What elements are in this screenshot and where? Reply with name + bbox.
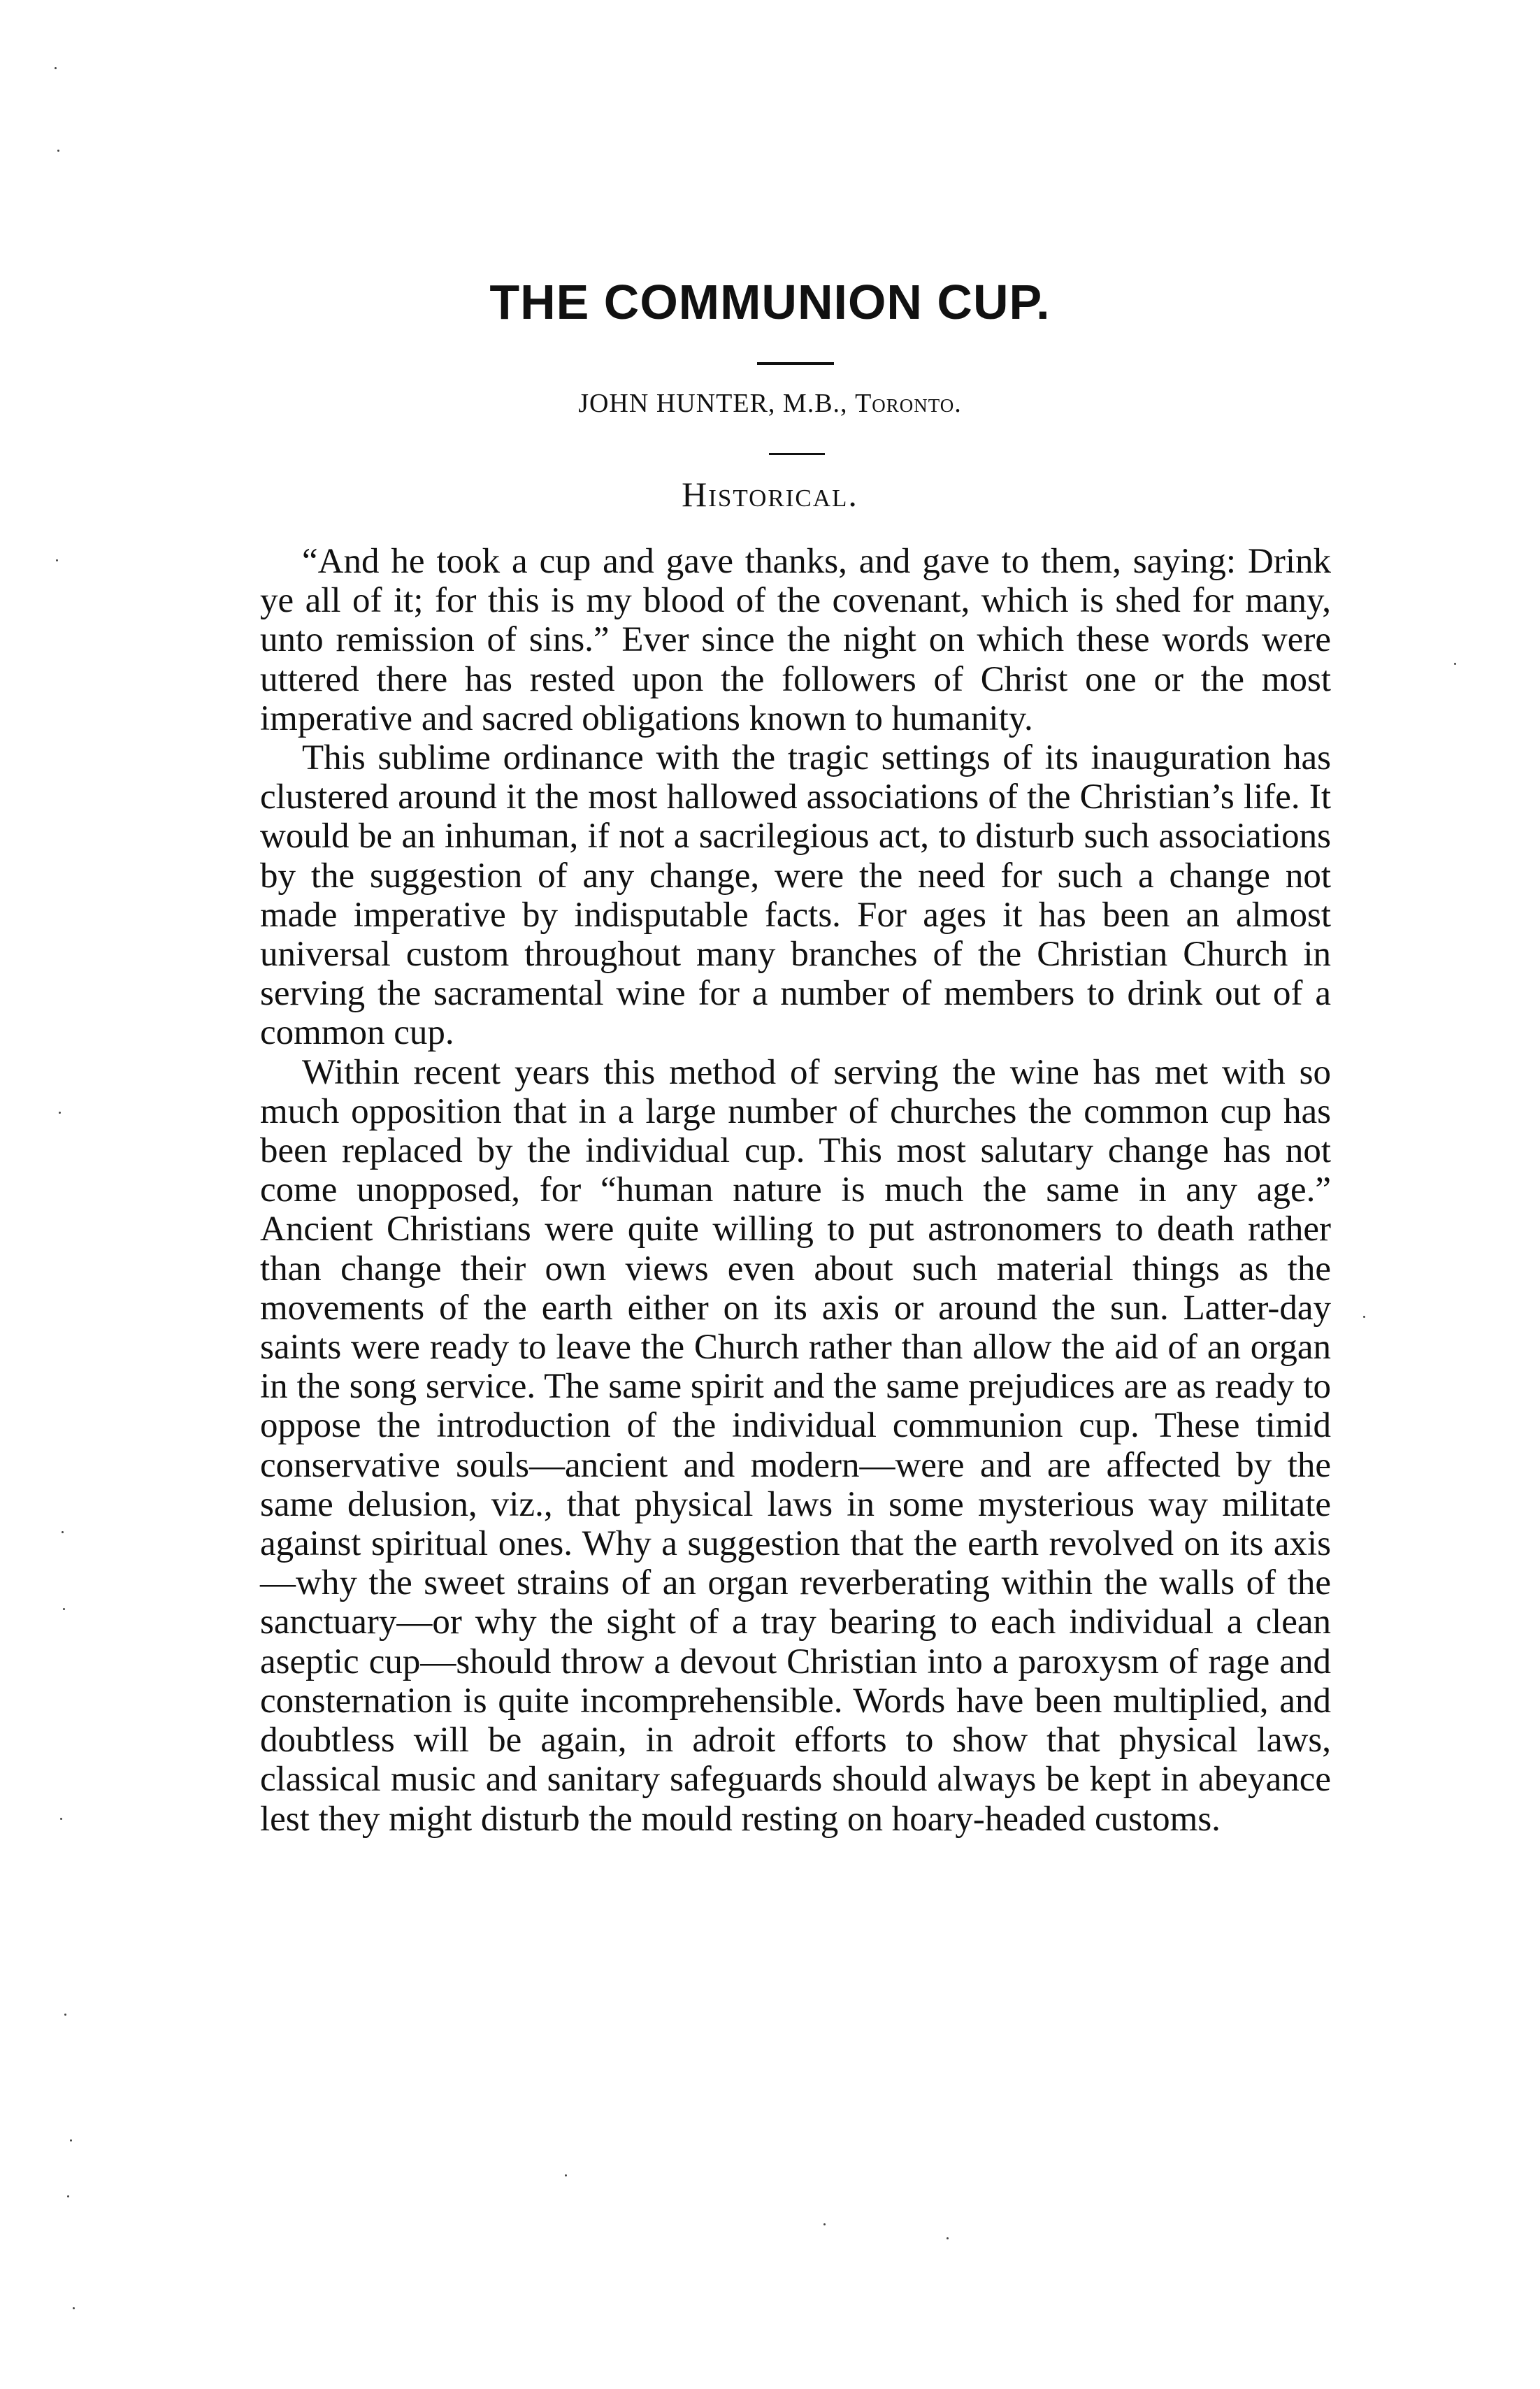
- author-line: [0, 388, 1540, 419]
- author-place: Toronto.: [855, 389, 962, 418]
- paragraph: This sublime ordinance with the tragic settings of its inauguration has clustered around it the most hallowed associations of the Christian’s life. It would be an inhuman, if not a sacrilegious act, to disturb such associations by the suggestion of any change, were the need for such a change not made imperative by indisputable facts. For ages it has been an almost universal custom throughout many branches of the Christian Church in serving the sacramental wine for a number of members to drink out of a common cup.: [260, 738, 1331, 1053]
- article-body: [260, 542, 1331, 1839]
- article-title: THE COMMUNION CUP.: [489, 275, 1051, 329]
- author-divider: [769, 453, 825, 455]
- paragraph: Within recent years this method of serving the wine has met with so much opposition that in a large number of churches the common cup has been replaced by the individual cup. This most salutary change has not come unopposed, for “human nature is much the same in any age.” Ancient Christians were quite willing to put astronomers to death rather than change their own views even about such material things as the movements of the earth either on its axis or around the sun. Latter-day saints were ready to leave the Church rather than allow the aid of an organ in the song service. The same spirit and the same prejudices are as ready to oppose the introduction of the individual communion cup. These timid conservative souls—ancient and modern—were and are affected by the same delusion, viz., that physical laws in some mysterious way militate against spiritual ones. Why a suggestion that the earth revolved on its axis—why the sweet strains of an organ reverberating within the walls of the sanctuary—or why the sight of a tray bearing to each individual a clean aseptic cup—should throw a devout Christian into a paroxysm of rage and consternation is quite incomprehensible. Words have been multiplied, and doubtless will be again, in adroit efforts to show that physical laws, classical music and sanitary safeguards should always be kept in abeyance lest they might disturb the mould resting on hoary-headed customs.: [260, 1052, 1331, 1839]
- section-heading: Historical.: [682, 475, 858, 514]
- title-divider: [757, 362, 834, 365]
- author-name: JOHN HUNTER, M.B.,: [578, 389, 856, 418]
- paragraph: “And he took a cup and gave thanks, and gave to them, saying: Drink ye all of it; for this is my blood of the covenant, which is shed for many, unto remission of sins.” Ever since the night on which these words were uttered there has rested upon the followers of Christ one or the most imperative and sacred obligations known to humanity.: [260, 542, 1331, 738]
